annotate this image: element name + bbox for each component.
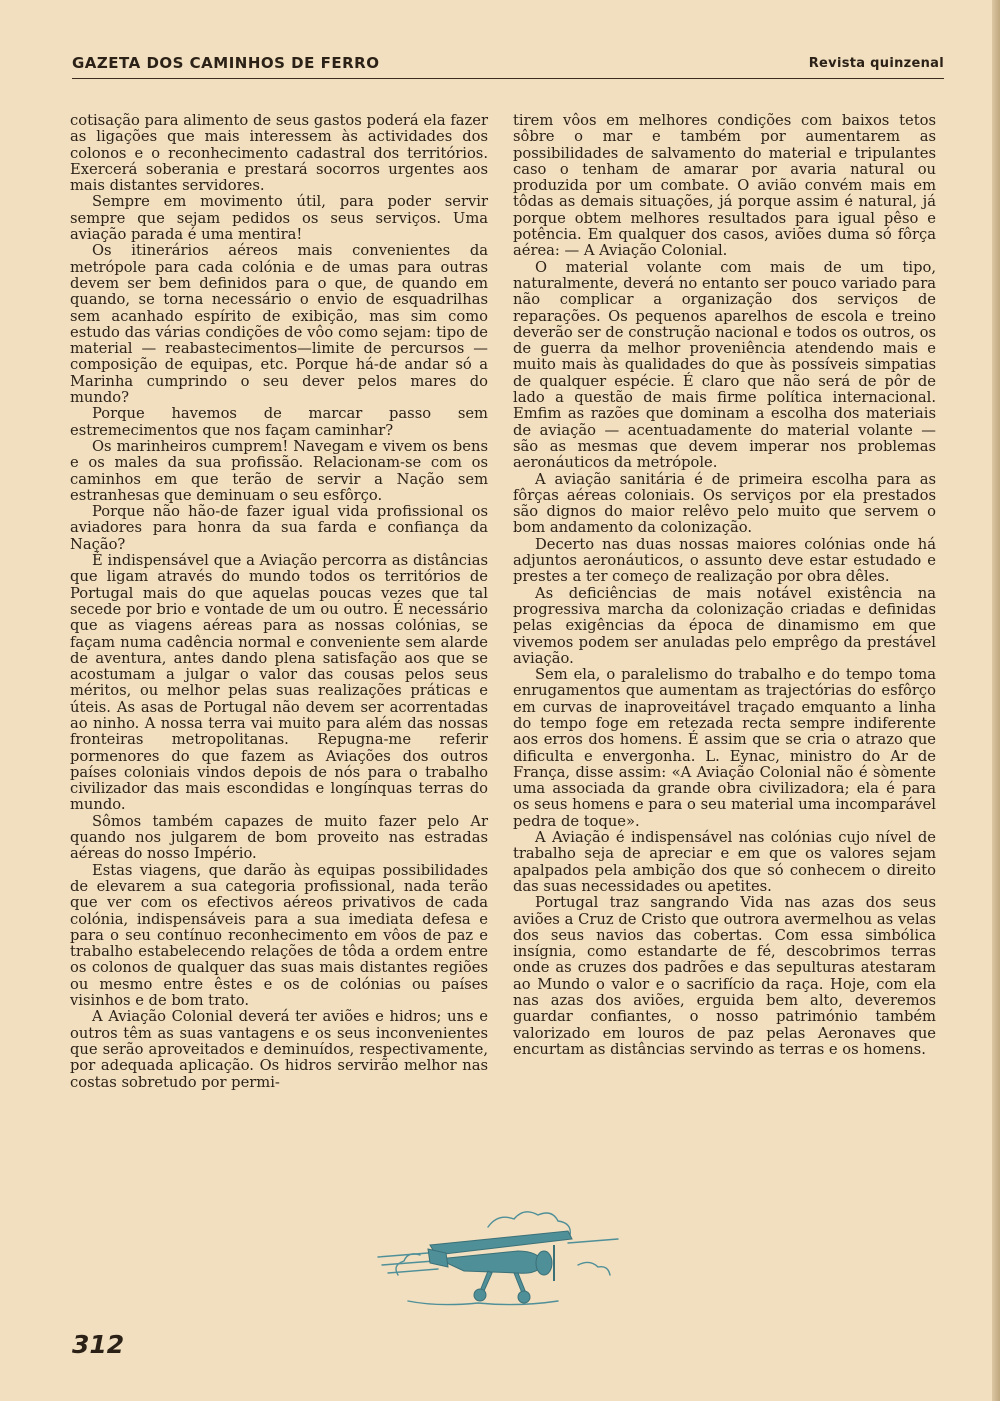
paragraph: Portugal traz sangrando Vida nas azas dos seus aviões a Cruz de Cristo que outrora avermelhou as velas dos seus navios das cobertas. Com essa simbólica insígnia, como estandarte de fé, descobrimos terras onde as cruzes dos padrões e das sepulturas atestaram ao Mundo o valor e o sacrifício da raça. Hoje, com ela nas azas dos aviões, erguida bem alto, deveremos guardar confiantes, o nosso património também valorizado em louros de paz pelas Aeronaves que encurtam as distâncias servindo as terras e os homens. <box>513 894 936 1058</box>
paragraph: A Aviação Colonial deverá ter aviões e hidros; uns e outros têm as suas vantagens e os seus inconvenientes que serão aproveitados e deminuídos, respectivamente, por adequada aplicação. Os hidros servirão melhor nas costas sobretudo por permi- <box>70 1008 488 1091</box>
paragraph: tirem vôos em melhores condições com baixos tetos sôbre o mar e também por aumentarem as possibilidades de salvamento do material e tripulantes caso o tenham de amarar por avaria natural ou produzida por um combate. O avião convém mais em tôdas as demais situações, já porque assim é natural, já porque obtem melhores resultados para igual pêso e potência. Em qualquer dos casos, aviões duma só fôrça aérea: — A Aviação Colonial. <box>513 112 936 260</box>
right-column <box>513 113 936 1058</box>
left-column <box>70 113 488 1091</box>
paragraph: Os itinerários aéreos mais convenientes da metrópole para cada colónia e de umas para outras devem ser bem definidos para o que, de quando em quando, se torna necessário o envio de esquadrilhas sem acanhado espírito de exibição, mas sim como estudo das várias condições de vôo como sejam: tipo de material — reabastecimentos—limite de percursos — composição de equipas, etc. Porque há-de andar só a Marinha cumprindo o seu dever pelos mares do mundo? <box>70 242 488 407</box>
paragraph: Porque havemos de marcar passo sem estremecimentos que nos façam caminhar? <box>70 405 488 439</box>
paragraph: Decerto nas duas nossas maiores colónias onde há adjuntos aeronáuticos, o assunto deve estar estudado e prestes a ter começo de realização por obra dêles. <box>513 535 936 586</box>
paragraph: Sômos também capazes de muito fazer pelo Ar quando nos julgarem de bom proveito nas estradas aéreas do nosso Império. <box>70 812 488 863</box>
paragraph: Porque não hão-de fazer igual vida profissional os aviadores para honra da sua farda e confiança da Nação? <box>70 503 488 553</box>
publication-title: GAZETA DOS CAMINHOS DE FERRO <box>72 54 380 72</box>
paragraph: As deficiências de mais notável existência na progressiva marcha da colonização criadas e definidas pelas exigências da época de dinamismo em que vivemos podem ser anuladas pelo emprêgo da prestável aviação. <box>513 584 936 667</box>
paragraph: Sem ela, o paralelismo do trabalho e do tempo toma enrugamentos que aumentam as trajectórias do esfôrço em curvas de inaproveitável traçado emquanto a linha do tempo foge em retezada recta sempre indiferente aos erros dos homens. É assim que se cria o atrazo que dificulta e envergonha. L. Eynac, ministro do Ar de França, disse assim: «A Aviação Colonial não é sòmente uma associada da grande obra civilizadora; ela é para os seus homens e para o seu material uma incomparável pedra de toque». <box>513 666 936 830</box>
paragraph: cotisação para alimento de seus gastos poderá ela fazer as ligações que mais interessem às actividades dos colonos e o reconhecimento cadastral dos territórios. Exercerá soberania e prestará socorros urgentes aos mais distantes servidores. <box>70 112 488 195</box>
running-header <box>72 54 944 79</box>
paragraph: Estas viagens, que darão às equipas possibilidades de elevarem a sua categoria profissional, nada terão que ver com os efectivos aéreos privativos de cada colónia, indispensáveis para a sua imediata defesa e para o seu contínuo reconhecimento em vôos de paz e trabalho estabelecendo relações de tôda a ordem entre os colonos de qualquer das suas mais distantes regiões ou mesmo entre êstes e os de colónias ou países visinhos e de bom trato. <box>70 861 488 1010</box>
paragraph: A aviação sanitária é de primeira escolha para as fôrças aéreas coloniais. Os serviços por ela prestados são dignos do maior relêvo pelo muito que servem o bom andamento da colonização. <box>513 470 936 537</box>
paragraph: É indispensável que a Aviação percorra as distâncias que ligam através do mundo todos os territórios de Portugal mais do que aquelas poucas vezes que tal secede por brio e vontade de um ou outro. É necessário que as viagens aéreas para as nossas colónias, se façam numa cadência normal e conveniente sem alarde de aventura, antes dando plena satisfação aos que se acostumam a julgar o valor das cousas pelos seus méritos, ou melhor pelas suas realizações práticas e úteis. As asas de Portugal não devem ser acorrentadas ao ninho. A nossa terra vai muito para além das nossas fronteiras metropolitanas. Repugna-me referir pormenores do que fazem as Aviações dos outros países coloniais vindos depois de nós para o trabalho civilizador das mais escondidas e longínquas terras do mundo. <box>70 552 488 814</box>
paragraph: O material volante com mais de um tipo, naturalmente, deverá no entanto ser pouco variado para não complicar a organização dos serviços de reparações. Os pequenos aparelhos de escola e treino deverão ser de construção nacional e todos os outros, os de guerra da melhor proveniência atendendo mais e muito mais às qualidades do que às possíveis simpatias de qualquer espécie. É claro que não será de pôr de lado a questão de mais firme política internacional. Emfim as razões que dominam a escolha dos materiais de aviação — acentuadamente do material volante — são as mesmas que devem imperar nos problemas aeronáuticos da metrópole. <box>513 258 936 472</box>
publication-subtitle: Revista quinzenal <box>808 56 944 71</box>
paragraph: A Aviação é indispensável nas colónias cujo nível de trabalho seja de apreciar e em que os valores sejam apalpados pela ambição dos que só conhecem o direito das suas necessidades ou apetites. <box>513 829 936 895</box>
paragraph: Sempre em movimento útil, para poder servir sempre que sejam pedidos os seus serviços. Uma aviação parada é uma mentira! <box>70 193 488 244</box>
page-edge <box>992 0 1000 1401</box>
paragraph: Os marinheiros cumprem! Navegam e vivem os bens e os males da sua profissão. Relacionam-se com os caminhos em que terão de servir a Nação sem estranhesas que deminuam o seu esfôrço. <box>70 437 488 504</box>
airplane-icon <box>368 1205 632 1315</box>
page-number: 312 <box>72 1330 125 1359</box>
